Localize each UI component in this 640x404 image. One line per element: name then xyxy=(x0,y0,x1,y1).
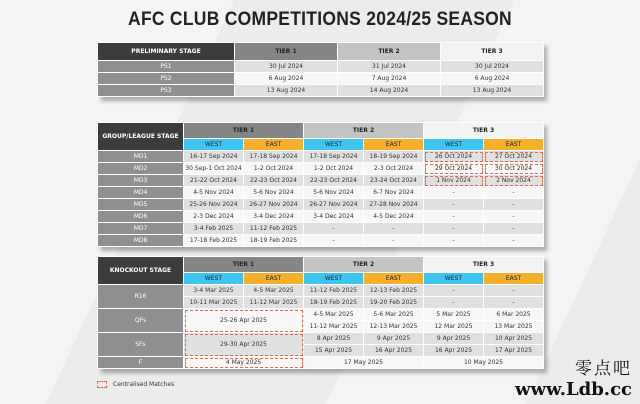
date-cell: 18-19 Feb 2025 xyxy=(244,235,304,247)
date-cell: 17 May 2025 xyxy=(304,357,424,369)
date-cell: 16-17 Sep 2024 xyxy=(184,151,244,163)
date-cell: 6 Aug 2024 xyxy=(441,73,544,85)
date-cell: 6-7 Nov 2024 xyxy=(364,187,424,199)
west-header: WEST xyxy=(304,273,364,285)
page-title: AFC CLUB COMPETITIONS 2024/25 SEASON xyxy=(128,9,512,30)
table-row xyxy=(98,151,544,163)
date-cell: 5-6 Nov 2024 xyxy=(244,187,304,199)
date-cell: - xyxy=(484,211,544,223)
date-cell: 17-18 Feb 2025 xyxy=(184,235,244,247)
table-row xyxy=(98,163,544,175)
row-label: PS3 xyxy=(98,85,235,97)
date-cell: 4-5 Dec 2024 xyxy=(364,211,424,223)
date-cell: 6 Mar 2025 xyxy=(484,309,544,321)
preliminary-stage-header: PRELIMINARY STAGE xyxy=(98,43,235,61)
date-cell: 12 Mar 2025 xyxy=(424,321,484,333)
date-cell: - xyxy=(304,223,364,235)
date-cell: - xyxy=(304,235,364,247)
tier-3-header: TIER 3 xyxy=(441,43,544,61)
date-cell: 16 Apr 2025 xyxy=(424,345,484,357)
date-cell: 10-11 Mar 2025 xyxy=(184,297,244,309)
date-cell-centralised: 4 May 2025 xyxy=(184,357,304,369)
row-label: SFs xyxy=(98,333,184,357)
knockout-stage-table xyxy=(97,256,543,369)
date-cell: - xyxy=(484,187,544,199)
date-cell: 7 Aug 2024 xyxy=(338,73,441,85)
date-cell: 31 Jul 2024 xyxy=(338,61,441,73)
date-cell-centralised: 2 Nov 2024 xyxy=(484,175,544,187)
date-cell: 11-12 Feb 2025 xyxy=(244,223,304,235)
table-row xyxy=(98,211,544,223)
date-cell: 17 Apr 2025 xyxy=(484,345,544,357)
centralised-legend-swatch xyxy=(97,381,107,388)
row-label: MD5 xyxy=(98,199,184,211)
date-cell: 22-23 Oct 2024 xyxy=(304,175,364,187)
preliminary-stage-table xyxy=(97,42,543,97)
date-cell: 14 Aug 2024 xyxy=(338,85,441,97)
tier-1-header: TIER 1 xyxy=(184,123,304,139)
table-row xyxy=(98,175,544,187)
date-cell: 3-4 Dec 2024 xyxy=(304,211,364,223)
date-cell: - xyxy=(424,211,484,223)
watermark-line-2: www.Ldb.cc xyxy=(515,379,632,400)
date-cell: 2-3 Dec 2024 xyxy=(184,211,244,223)
row-label: MD2 xyxy=(98,163,184,175)
date-cell: 5 Mar 2025 xyxy=(424,309,484,321)
date-cell: - xyxy=(424,285,484,297)
table-row xyxy=(98,333,544,345)
date-cell: 23-24 Oct 2024 xyxy=(364,175,424,187)
group-stage-table xyxy=(97,122,543,247)
date-cell: - xyxy=(424,187,484,199)
date-cell-centralised: 1 Nov 2024 xyxy=(424,175,484,187)
date-cell: 11-12 Mar 2025 xyxy=(244,297,304,309)
date-cell: 19-20 Feb 2025 xyxy=(364,297,424,309)
west-header: WEST xyxy=(184,139,244,151)
date-cell: 21-22 Oct 2024 xyxy=(184,175,244,187)
row-label: MD6 xyxy=(98,211,184,223)
date-cell: 17-18 Sep 2024 xyxy=(304,151,364,163)
date-cell-centralised: 26 Oct 2024 xyxy=(424,151,484,163)
date-cell: 4-5 Mar 2025 xyxy=(244,285,304,297)
tier-1-header: TIER 1 xyxy=(184,257,304,273)
tier-3-header: TIER 3 xyxy=(424,123,544,139)
date-cell: - xyxy=(364,235,424,247)
date-cell: 4-5 Mar 2025 xyxy=(304,309,364,321)
date-cell: 12-13 Feb 2025 xyxy=(364,285,424,297)
date-cell: 9 Apr 2025 xyxy=(424,333,484,345)
tier-2-header: TIER 2 xyxy=(304,123,424,139)
table-row xyxy=(98,357,544,369)
date-cell: 1-2 Oct 2024 xyxy=(304,163,364,175)
row-label: F xyxy=(98,357,184,369)
date-cell: - xyxy=(484,285,544,297)
date-cell: 9 Apr 2025 xyxy=(364,333,424,345)
date-cell: - xyxy=(424,223,484,235)
date-cell: 8 Apr 2025 xyxy=(304,333,364,345)
tier-3-header: TIER 3 xyxy=(424,257,544,273)
date-cell: 16 Apr 2025 xyxy=(364,345,424,357)
row-label: MD7 xyxy=(98,223,184,235)
watermark xyxy=(515,354,632,400)
date-cell: 1-2 Oct 2024 xyxy=(244,163,304,175)
row-label: MD8 xyxy=(98,235,184,247)
date-cell: 22-23 Oct 2024 xyxy=(244,175,304,187)
date-cell: 18-19 Sep 2024 xyxy=(364,151,424,163)
tier-1-header: TIER 1 xyxy=(235,43,338,61)
date-cell: 6 Aug 2024 xyxy=(235,73,338,85)
table-row xyxy=(98,235,544,247)
group-stage-header: GROUP/LEAGUE STAGE xyxy=(98,123,184,151)
date-cell: 13 Mar 2025 xyxy=(484,321,544,333)
date-cell: 30 Sep-1 Oct 2024 xyxy=(184,163,244,175)
date-cell: - xyxy=(424,235,484,247)
date-cell-centralised: 29-30 Apr 2025 xyxy=(184,333,304,357)
table-row xyxy=(98,223,544,235)
east-header: EAST xyxy=(244,139,304,151)
date-cell: - xyxy=(484,223,544,235)
east-header: EAST xyxy=(484,273,544,285)
date-cell-centralised: 29 Oct 2024 xyxy=(424,163,484,175)
tier-2-header: TIER 2 xyxy=(338,43,441,61)
date-cell: 3-4 Dec 2024 xyxy=(244,211,304,223)
date-cell: - xyxy=(424,297,484,309)
date-cell: - xyxy=(484,199,544,211)
date-cell: - xyxy=(484,235,544,247)
legend xyxy=(97,381,174,388)
watermark-line-1: 零点吧 xyxy=(575,359,632,379)
date-cell: 11-12 Mar 2025 xyxy=(304,321,364,333)
date-cell-centralised: 30 Oct 2024 xyxy=(484,163,544,175)
west-header: WEST xyxy=(424,139,484,151)
date-cell: - xyxy=(364,223,424,235)
date-cell: 26-27 Nov 2024 xyxy=(304,199,364,211)
row-label: PS1 xyxy=(98,61,235,73)
row-label: MD4 xyxy=(98,187,184,199)
row-label: R16 xyxy=(98,285,184,309)
date-cell: 3-4 Feb 2025 xyxy=(184,223,244,235)
row-label: QFs xyxy=(98,309,184,333)
date-cell: 5-6 Mar 2025 xyxy=(364,309,424,321)
row-label: MD1 xyxy=(98,151,184,163)
date-cell: 30 Jul 2024 xyxy=(441,61,544,73)
east-header: EAST xyxy=(484,139,544,151)
date-cell: 30 Jul 2024 xyxy=(235,61,338,73)
date-cell: 12-13 Mar 2025 xyxy=(364,321,424,333)
row-label: PS2 xyxy=(98,73,235,85)
table-row xyxy=(98,61,544,73)
legend-label: Centralised Matches xyxy=(113,381,175,388)
east-header: EAST xyxy=(364,139,424,151)
west-header: WEST xyxy=(424,273,484,285)
date-cell: 15 Apr 2025 xyxy=(304,345,364,357)
date-cell: 13 Aug 2024 xyxy=(441,85,544,97)
date-cell: - xyxy=(424,199,484,211)
date-cell: - xyxy=(484,297,544,309)
date-cell: 27-28 Nov 2024 xyxy=(364,199,424,211)
west-header: WEST xyxy=(184,273,244,285)
row-label: MD3 xyxy=(98,175,184,187)
date-cell: 26-27 Nov 2024 xyxy=(244,199,304,211)
table-row xyxy=(98,309,544,321)
date-cell: 10 May 2025 xyxy=(424,357,544,369)
date-cell-centralised: 27 Oct 2024 xyxy=(484,151,544,163)
table-row xyxy=(98,285,544,297)
table-row xyxy=(98,187,544,199)
date-cell: 17-18 Sep 2024 xyxy=(244,151,304,163)
tier-2-header: TIER 2 xyxy=(304,257,424,273)
table-row xyxy=(98,73,544,85)
date-cell: 13 Aug 2024 xyxy=(235,85,338,97)
date-cell: 10 Apr 2025 xyxy=(484,333,544,345)
date-cell: 11-12 Feb 2025 xyxy=(304,285,364,297)
date-cell: 3-4 Mar 2025 xyxy=(184,285,244,297)
date-cell: 4-5 Nov 2024 xyxy=(184,187,244,199)
west-header: WEST xyxy=(304,139,364,151)
east-header: EAST xyxy=(244,273,304,285)
date-cell-centralised: 25-26 Apr 2025 xyxy=(184,309,304,333)
table-row xyxy=(98,85,544,97)
knockout-stage-header: KNOCKOUT STAGE xyxy=(98,257,184,285)
east-header: EAST xyxy=(364,273,424,285)
date-cell: 18-19 Feb 2025 xyxy=(304,297,364,309)
date-cell: 2-3 Oct 2024 xyxy=(364,163,424,175)
date-cell: 25-26 Nov 2024 xyxy=(184,199,244,211)
date-cell: 5-6 Nov 2024 xyxy=(304,187,364,199)
table-row xyxy=(98,199,544,211)
